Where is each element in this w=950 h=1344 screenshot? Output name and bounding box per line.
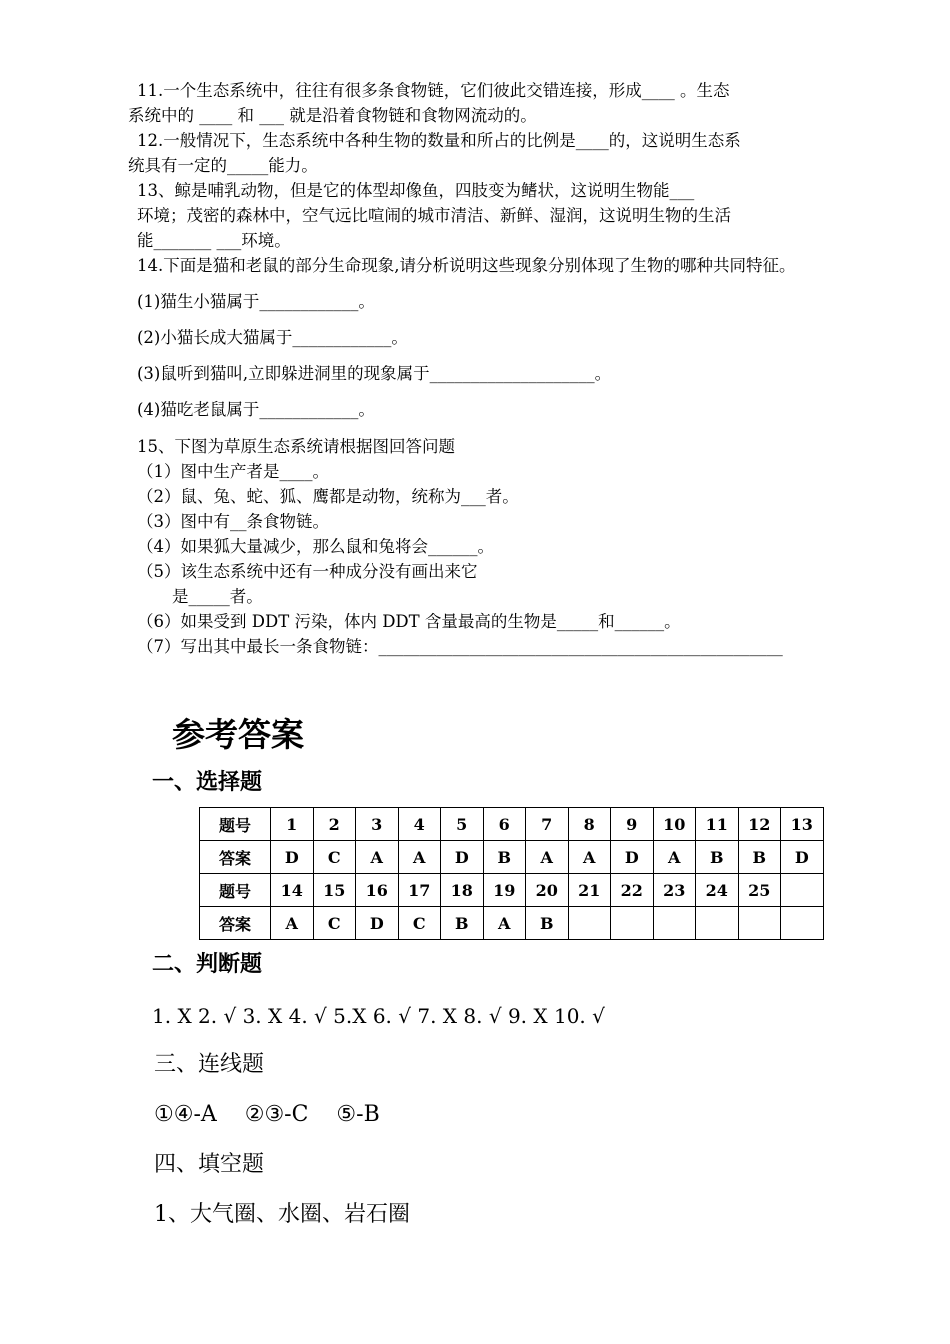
answer-table-cell: A (653, 841, 696, 874)
q15-item-6: （6）如果受到 DDT 污染，体内 DDT 含量最高的生物是_____和______。 (137, 612, 681, 631)
answer-table-cell: 25 (738, 874, 781, 907)
q13-line3: 能_______ ___环境。 (137, 231, 291, 250)
answer-table-cell: 13 (781, 808, 824, 841)
answer-table (199, 807, 824, 940)
answer-table-cell: 9 (611, 808, 654, 841)
answer-table-cell: D (781, 841, 824, 874)
answer-table-cell: 19 (483, 874, 526, 907)
q14-item-3: (3)鼠听到猫叫,立即躲进洞里的现象属于____________________。 (137, 364, 612, 383)
q13-line2: 环境；茂密的森林中，空气远比喧闹的城市清洁、新鲜、湿润，这说明生物的生活 (137, 206, 731, 225)
fill-answer-1: 1、大气圈、水圈、岩石圈 (154, 1202, 410, 1227)
answer-table-cell (781, 907, 824, 940)
q14-item-4: (4)猫吃老鼠属于____________。 (137, 400, 375, 419)
answer-table-cell: 21 (568, 874, 611, 907)
answer-table-cell: 12 (738, 808, 781, 841)
q15-item-4: （4）如果狐大量减少，那么鼠和兔将会______。 (137, 537, 494, 556)
answer-table-cell: B (483, 841, 526, 874)
answer-table-cell: C (313, 841, 356, 874)
answer-table-cell: 1 (271, 808, 314, 841)
answer-table-cell: D (271, 841, 314, 874)
answer-table-cell: D (611, 841, 654, 874)
answer-table-cell: D (356, 907, 399, 940)
answer-table-cell: A (568, 841, 611, 874)
q15-item-5b: 是_____者。 (172, 587, 263, 606)
answer-table-cell: 10 (653, 808, 696, 841)
answer-table-row (200, 841, 824, 874)
answer-table-row (200, 808, 824, 841)
answer-table-cell: 2 (313, 808, 356, 841)
q12-line2: 统具有一定的_____能力。 (128, 156, 318, 175)
answer-table-header-cell: 题号 (200, 874, 271, 907)
q15-item-5a: （5）该生态系统中还有一种成分没有画出来它 (137, 562, 478, 581)
answer-table-cell: A (271, 907, 314, 940)
answer-table-cell (738, 907, 781, 940)
answer-table-row (200, 874, 824, 907)
q13-line1: 13、鲸是哺乳动物，但是它的体型却像鱼，四肢变为鳍状，这说明生物能___ (137, 181, 695, 200)
answers-title: 参考答案 (172, 715, 304, 754)
answer-table-cell (568, 907, 611, 940)
q11-line1: 11.一个生态系统中，往往有很多条食物链，它们彼此交错连接，形成____ 。生态 (137, 81, 730, 100)
answer-table-cell: 7 (526, 808, 569, 841)
answer-table-header-cell: 答案 (200, 907, 271, 940)
answer-table-cell: C (313, 907, 356, 940)
answer-table-cell: A (398, 841, 441, 874)
answer-table-cell: B (441, 907, 484, 940)
section-choice-heading: 一、选择题 (152, 770, 263, 795)
section-judge-heading: 二、判断题 (152, 952, 263, 977)
answer-table-cell: 6 (483, 808, 526, 841)
answer-table-cell (653, 907, 696, 940)
answer-table-cell: 15 (313, 874, 356, 907)
answer-table-cell: 4 (398, 808, 441, 841)
answer-table-cell: 20 (526, 874, 569, 907)
answer-table-cell: 14 (271, 874, 314, 907)
answer-table-cell: B (526, 907, 569, 940)
answer-table-cell (696, 907, 739, 940)
answer-table-cell: 22 (611, 874, 654, 907)
q11-line2: 系统中的 ____ 和 ___ 就是沿着食物链和食物网流动的。 (128, 106, 537, 125)
answer-table-cell: B (696, 841, 739, 874)
answer-table-cell: 17 (398, 874, 441, 907)
answer-table-cell: B (738, 841, 781, 874)
answer-table-cell: 18 (441, 874, 484, 907)
answer-table-cell: 3 (356, 808, 399, 841)
answer-table-cell: 16 (356, 874, 399, 907)
answer-table-cell (781, 874, 824, 907)
q15-heading: 15、下图为草原生态系统请根据图回答问题 (137, 437, 455, 456)
answer-table-header-cell: 题号 (200, 808, 271, 841)
q14-heading: 14.下面是猫和老鼠的部分生命现象,请分析说明这些现象分别体现了生物的哪种共同特征。 (137, 256, 796, 275)
section-fill-heading: 四、填空题 (154, 1152, 265, 1177)
answer-table-cell: 11 (696, 808, 739, 841)
judge-answers: 1. X 2. √ 3. X 4. √ 5.X 6. √ 7. X 8. √ 9. X 10. √ (152, 1004, 605, 1028)
q14-item-1: (1)猫生小猫属于____________。 (137, 292, 375, 311)
answer-table-cell: C (398, 907, 441, 940)
answer-table-cell (611, 907, 654, 940)
answer-table-cell: A (483, 907, 526, 940)
answer-table-cell: A (526, 841, 569, 874)
q12-line1: 12.一般情况下，生态系统中各种生物的数量和所占的比例是____的，这说明生态系 (137, 131, 741, 150)
section-match-heading: 三、连线题 (154, 1052, 265, 1077)
answer-table-cell: 23 (653, 874, 696, 907)
q15-item-2: （2）鼠、兔、蛇、狐、鹰都是动物，统称为___者。 (137, 487, 519, 506)
q15-item-1: （1）图中生产者是____。 (137, 462, 329, 481)
match-answers: ①④-A ②③-C ⑤-B (154, 1102, 380, 1127)
answer-table-cell: A (356, 841, 399, 874)
q15-item-3: （3）图中有__条食物链。 (137, 512, 329, 531)
answer-table-cell: D (441, 841, 484, 874)
answer-table-cell: 8 (568, 808, 611, 841)
answer-table-cell: 24 (696, 874, 739, 907)
answer-table-header-cell: 答案 (200, 841, 271, 874)
answer-table-cell: 5 (441, 808, 484, 841)
q14-item-2: (2)小猫长成大猫属于____________。 (137, 328, 408, 347)
answer-table-row (200, 907, 824, 940)
q15-item-7: （7）写出其中最长一条食物链：_________________________________________________ (137, 637, 783, 656)
